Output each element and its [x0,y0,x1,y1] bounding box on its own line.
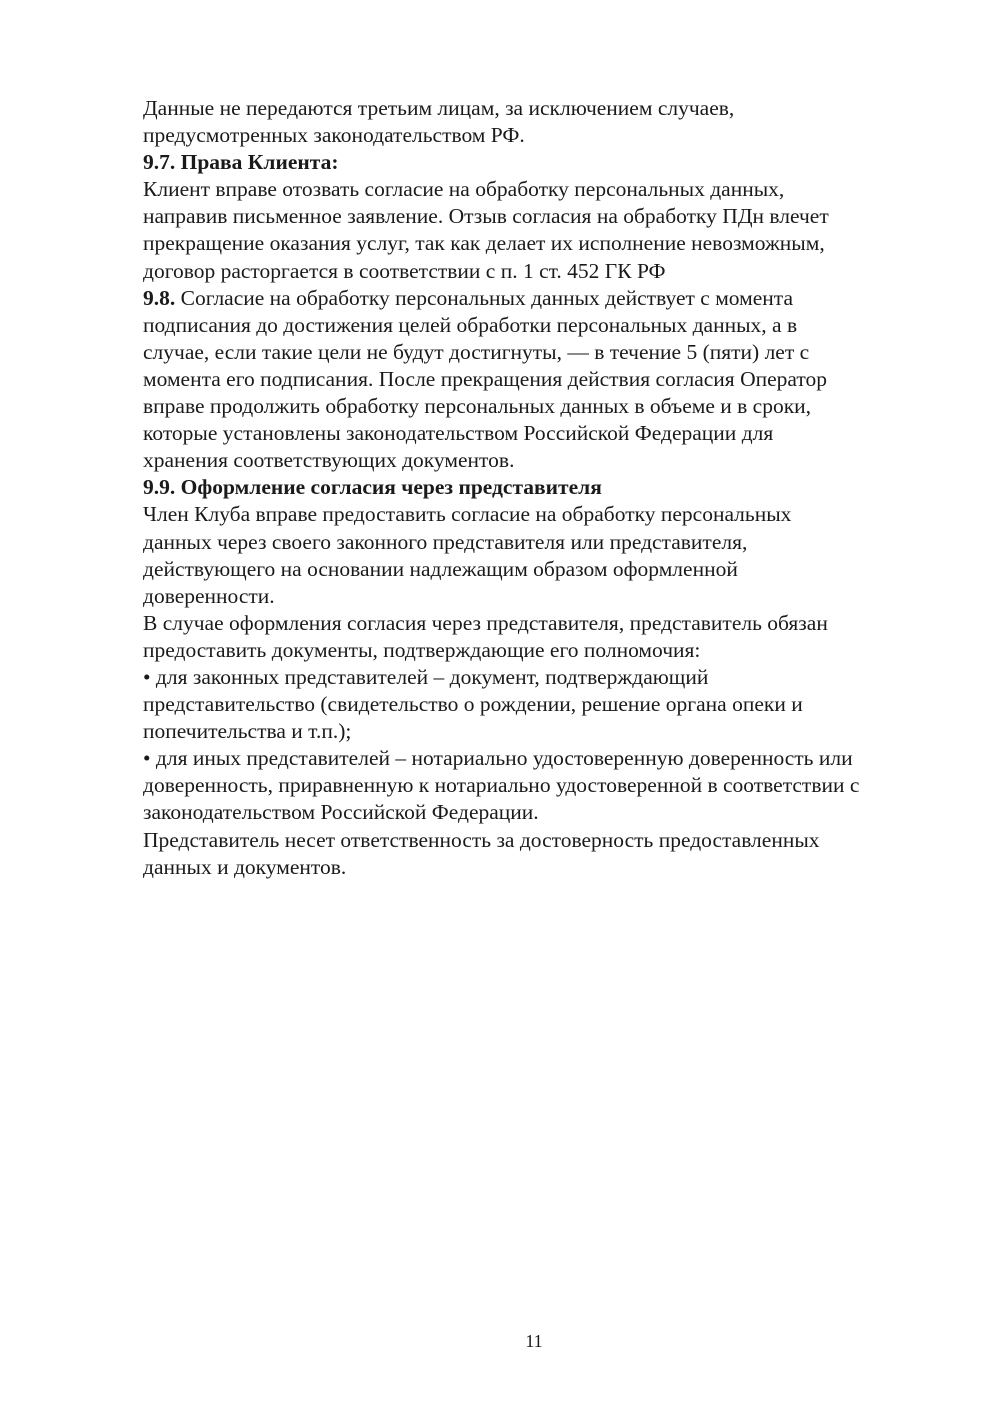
text-line [143,556,933,583]
line-text: вправе продолжить обработку персональных данных в объеме и в сроки, [143,394,812,419]
line-text: случае, если такие цели не будут достигнуты, — в течение 5 (пяти) лет с [143,339,810,364]
text-line [143,258,933,285]
line-text: подписания до достижения целей обработки персональных данных, а в [143,312,798,337]
text-line [143,474,933,501]
line-text: предоставить документы, подтверждающие его полномочия: [143,637,701,662]
text-line [143,393,933,420]
line-text: договор расторгается в соответствии с п. 1 ст. 452 ГК РФ [143,258,666,283]
line-text: Данные не передаются третьим лицам, за исключением случаев, [143,96,735,120]
line-text: доверенности. [143,583,275,608]
line-text: направив письменное заявление. Отзыв согласия на обработку ПДн влечет [143,204,829,229]
text-line [143,420,933,447]
line-text: действующего на основании надлежащим образом оформленной [143,556,738,581]
text-line [143,95,933,122]
text-line [143,203,933,230]
line-text: Клиент вправе отозвать согласие на обработку персональных данных, [143,177,785,202]
text-line [143,501,933,528]
text-line [143,339,933,366]
text-line [143,745,933,772]
text-line [143,691,933,718]
bold-heading: 9.7. Права Клиента: [143,150,339,175]
text-line [143,176,933,203]
line-text: попечительства и т.п.); [143,719,352,744]
line-text: • для законных представителей – документ, подтверждающий [143,664,709,689]
line-text: данных через своего законного представителя или представителя, [143,529,748,554]
line-text: хранения соответствующих документов. [143,448,515,473]
bold-heading: 9.8. [143,285,176,310]
text-line [143,149,933,176]
document-body [143,95,933,881]
text-line [143,664,933,691]
text-line [143,447,933,474]
text-line [143,772,933,799]
text-line [143,583,933,610]
line-text: Член Клуба вправе предоставить согласие на обработку персональных [143,502,792,527]
text-line [143,529,933,556]
text-line [143,366,933,393]
line-text: предусмотренных законодательством РФ. [143,123,525,148]
text-line [143,637,933,664]
text-line [143,285,933,312]
bold-heading: 9.9. Оформление согласия через представителя [143,475,602,500]
line-text: представительство (свидетельство о рождении, решение органа опеки и [143,692,803,717]
line-text: В случае оформления согласия через представителя, представитель обязан [143,610,828,635]
text-line [143,827,933,854]
text-line [143,854,933,881]
text-line [143,230,933,257]
line-text: которые установлены законодательством Российской Федерации для [143,421,774,446]
line-text: данных и документов. [143,854,347,879]
line-text: законодательством Российской Федерации. [143,800,539,825]
text-line [143,610,933,637]
line-text: Представитель несет ответственность за достоверность предоставленных [143,827,820,852]
line-text: прекращение оказания услуг, так как делает их исполнение невозможным, [143,231,825,256]
text-line [143,718,933,745]
text-line [143,799,933,826]
line-text: доверенность, приравненную к нотариально удостоверенной в соответствии с [143,773,860,798]
text-line [143,312,933,339]
page-number: 11 [525,1331,543,1351]
line-text: Согласие на обработку персональных данных действует с момента [175,285,793,310]
line-text: • для иных представителей – нотариально удостоверенную доверенность или [143,746,853,771]
text-line [143,122,933,149]
line-text: момента его подписания. После прекращения действия согласия Оператор [143,366,828,391]
